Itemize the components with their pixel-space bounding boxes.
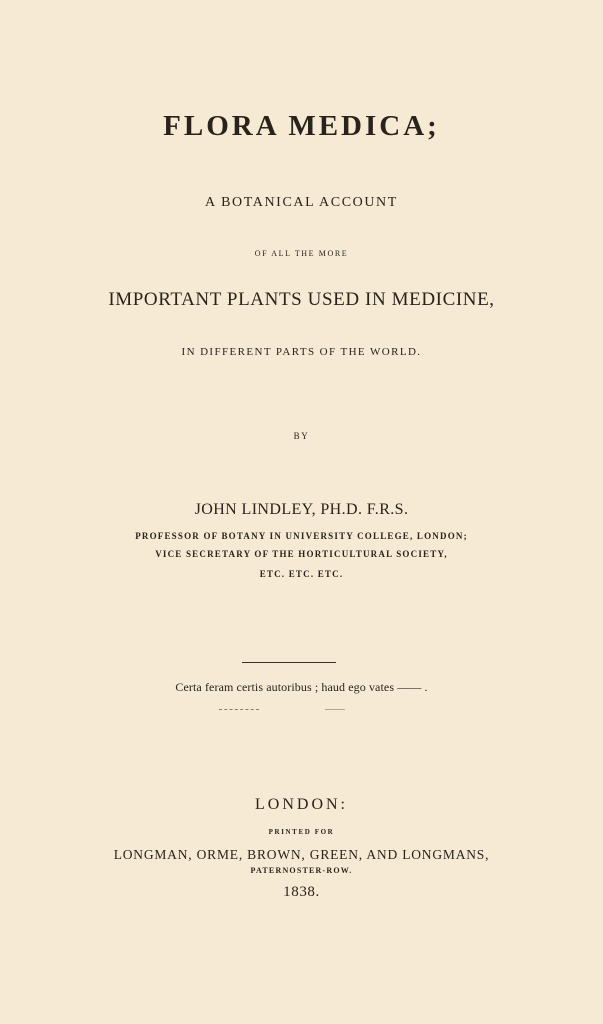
subtitle-line-2: OF ALL THE MORE xyxy=(254,249,349,258)
imprint-printed-for: PRINTED FOR xyxy=(268,828,335,836)
subtitle-line-3: IMPORTANT PLANTS USED IN MEDICINE, xyxy=(108,289,495,310)
divider-rule xyxy=(325,709,345,710)
imprint-city: LONDON: xyxy=(255,796,348,813)
imprint-publisher: LONGMAN, ORME, BROWN, GREEN, AND LONGMANS, xyxy=(113,847,490,862)
author-name: JOHN LINDLEY, PH.D. F.R.S. xyxy=(194,501,409,518)
imprint-street: PATERNOSTER-ROW. xyxy=(250,866,353,875)
by-line: BY xyxy=(293,431,310,441)
imprint-year: 1838. xyxy=(283,884,320,900)
author-credential: VICE SECRETARY OF THE HORTICULTURAL SOCIETY, xyxy=(155,549,448,559)
subtitle-line-1: A BOTANICAL ACCOUNT xyxy=(205,195,398,210)
book-title: FLORA MEDICA; xyxy=(163,110,440,142)
divider-rule xyxy=(242,662,336,663)
divider-rule xyxy=(219,709,259,710)
epigraph: Certa feram certis autoribus ; haud ego vates —— . xyxy=(175,680,428,694)
author-credential: ETC. ETC. ETC. xyxy=(259,569,344,579)
subtitle-line-4: IN DIFFERENT PARTS OF THE WORLD. xyxy=(181,346,422,358)
author-credential: PROFESSOR OF BOTANY IN UNIVERSITY COLLEGE, LONDON; xyxy=(135,531,468,541)
